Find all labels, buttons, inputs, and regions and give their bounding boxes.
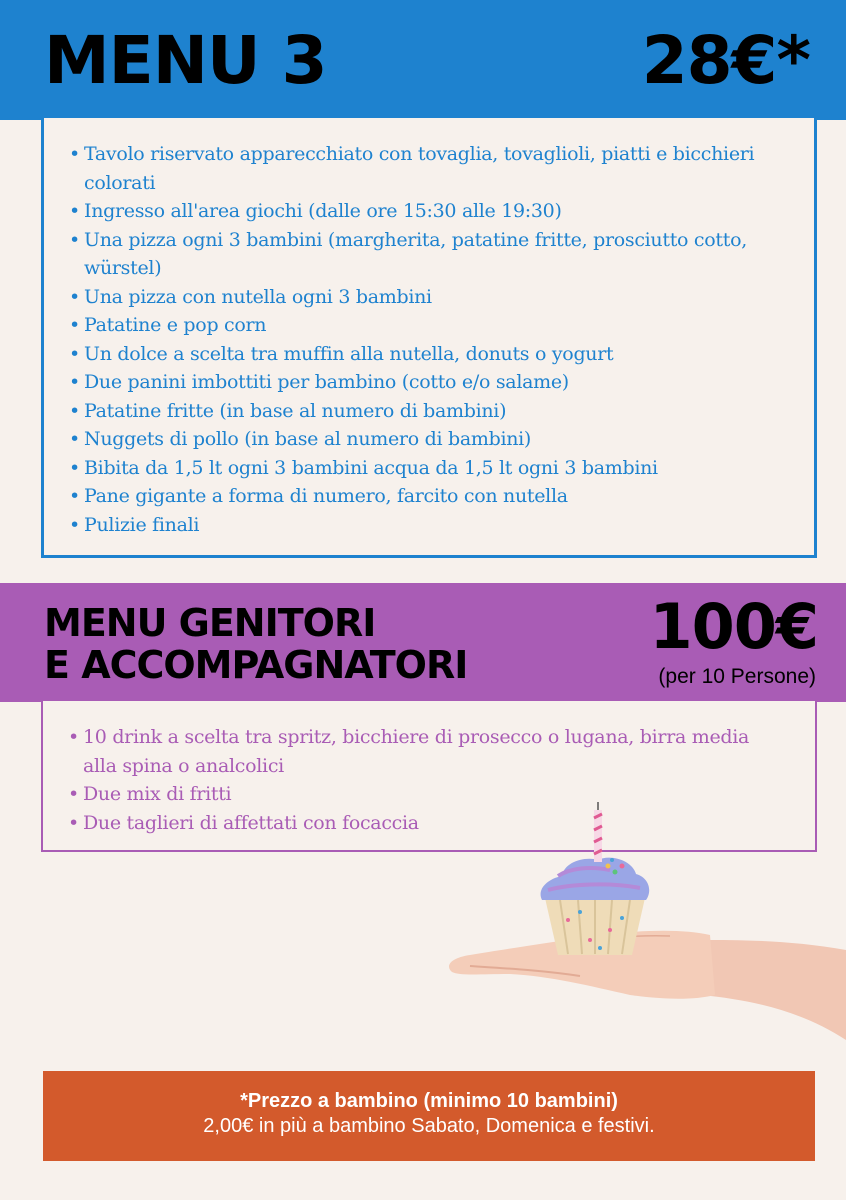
menu3-items — [44, 118, 814, 539]
list-item: • Pulizie finali — [69, 511, 779, 540]
footer-line2: 2,00€ in più a bambino Sabato, Domenica e festivi. — [203, 1115, 655, 1137]
list-item: • Nuggets di pollo (in base al numero di bambini) — [69, 425, 779, 454]
list-item: • Un dolce a scelta tra muffin alla nutella, donuts o yogurt — [69, 340, 779, 369]
price-note-banner — [43, 1071, 815, 1161]
list-item: • Tavolo riservato apparecchiato con tovaglia, tovaglioli, piatti e bicchieri colorati — [69, 140, 779, 197]
menu3-title: MENU 3 — [44, 22, 327, 99]
genitori-title — [44, 602, 467, 686]
list-item: • Una pizza con nutella ogni 3 bambini — [69, 283, 779, 312]
list-item: • Una pizza ogni 3 bambini (margherita, patatine fritte, prosciutto cotto, würstel) — [69, 226, 779, 283]
genitori-title-line2: E ACCOMPAGNATORI — [44, 643, 468, 687]
menu3-box — [41, 118, 817, 558]
list-item: • Pane gigante a forma di numero, farcito con nutella — [69, 482, 779, 511]
list-item: • Patatine e pop corn — [69, 311, 779, 340]
list-item: • Patatine fritte (in base al numero di bambini) — [69, 397, 779, 426]
genitori-price: 100€ — [649, 590, 818, 663]
list-item: • Ingresso all'area giochi (dalle ore 15:30 alle 19:30) — [69, 197, 779, 226]
cupcake-hand-illustration — [440, 790, 846, 1050]
menu3-price: 28€* — [641, 22, 810, 99]
genitori-title-line1: MENU GENITORI — [44, 601, 376, 645]
genitori-price-note: (per 10 Persone) — [658, 665, 816, 688]
list-item: • Bibita da 1,5 lt ogni 3 bambini acqua da 1,5 lt ogni 3 bambini — [69, 454, 779, 483]
list-item: • Due mix di fritti — [68, 780, 778, 809]
footer-line1: *Prezzo a bambino (minimo 10 bambini) — [240, 1090, 618, 1112]
list-item: • 10 drink a scelta tra spritz, bicchiere di prosecco o lugana, birra media alla spina o analcolici — [68, 723, 778, 780]
list-item: • Due panini imbottiti per bambino (cotto e/o salame) — [69, 368, 779, 397]
list-item: • Due taglieri di affettati con focaccia — [68, 809, 778, 838]
